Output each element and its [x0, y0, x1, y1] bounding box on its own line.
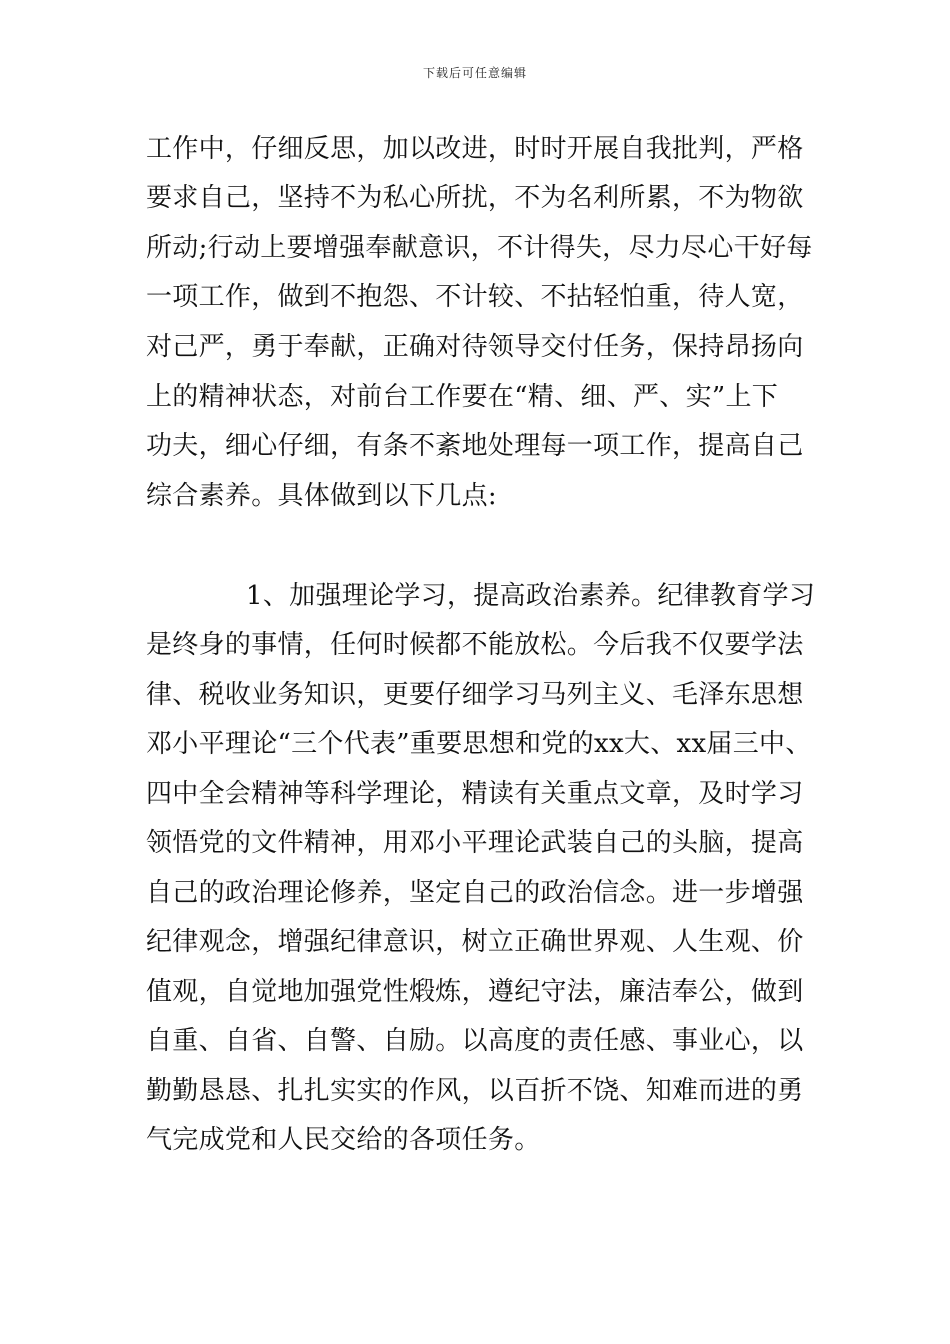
paragraph-line: 值观，自觉地加强党性煅炼，遵纪守法，廉洁奉公，做到	[146, 977, 804, 1007]
page-header: 下载后可任意编辑	[422, 66, 527, 80]
paragraph-line: 所动;行动上要增强奉献意识，不计得失，尽力尽心干好每	[146, 233, 813, 263]
paragraph-line: 1、加强理论学习，提高政治素养。纪律教育学习	[246, 581, 816, 611]
paragraph-line: 上的精神状态，对前台工作要在“精、细、严、实”上下	[146, 382, 779, 412]
paragraph-line: 邓小平理论“三个代表”重要思想和党的xx大、xx届三中、	[146, 729, 812, 759]
paragraph-line: 综合素养。具体做到以下几点:	[146, 481, 497, 511]
paragraph-line: 对己严，勇于奉献，正确对待领导交付任务，保持昂扬向	[146, 332, 804, 362]
paragraph-line: 纪律观念，增强纪律意识，树立正确世界观、人生观、价	[146, 927, 804, 957]
paragraph-line: 一项工作，做到不抱怨、不计较、不拈轻怕重，待人宽，	[146, 282, 804, 312]
paragraph-line: 律、税收业务知识，更要仔细学习马列主义、毛泽东思想	[146, 680, 804, 710]
paragraph-line: 气完成党和人民交给的各项任务。	[146, 1125, 541, 1155]
paragraph-line: 勤勤恳恳、扎扎实实的作风，以百折不饶、知难而进的勇	[146, 1076, 804, 1106]
paragraph-line: 领悟党的文件精神，用邓小平理论武装自己的头脑，提高	[146, 828, 804, 858]
paragraph-line: 要求自己，坚持不为私心所扰，不为名利所累，不为物欲	[146, 183, 804, 213]
paragraph-line: 四中全会精神等科学理论，精读有关重点文章，及时学习	[146, 779, 804, 809]
paragraph-line: 是终身的事情，任何时候都不能放松。今后我不仅要学法	[146, 630, 804, 660]
paragraph-line: 工作中，仔细反思，加以改进，时时开展自我批判，严格	[146, 134, 804, 164]
paragraph-line: 自己的政治理论修养，坚定自己的政治信念。进一步增强	[146, 878, 804, 908]
paragraph-line: 自重、自省、自警、自励。以高度的责任感、事业心，以	[146, 1026, 804, 1056]
paragraph-line: 功夫，细心仔细，有条不紊地处理每一项工作，提高自己	[146, 431, 804, 461]
